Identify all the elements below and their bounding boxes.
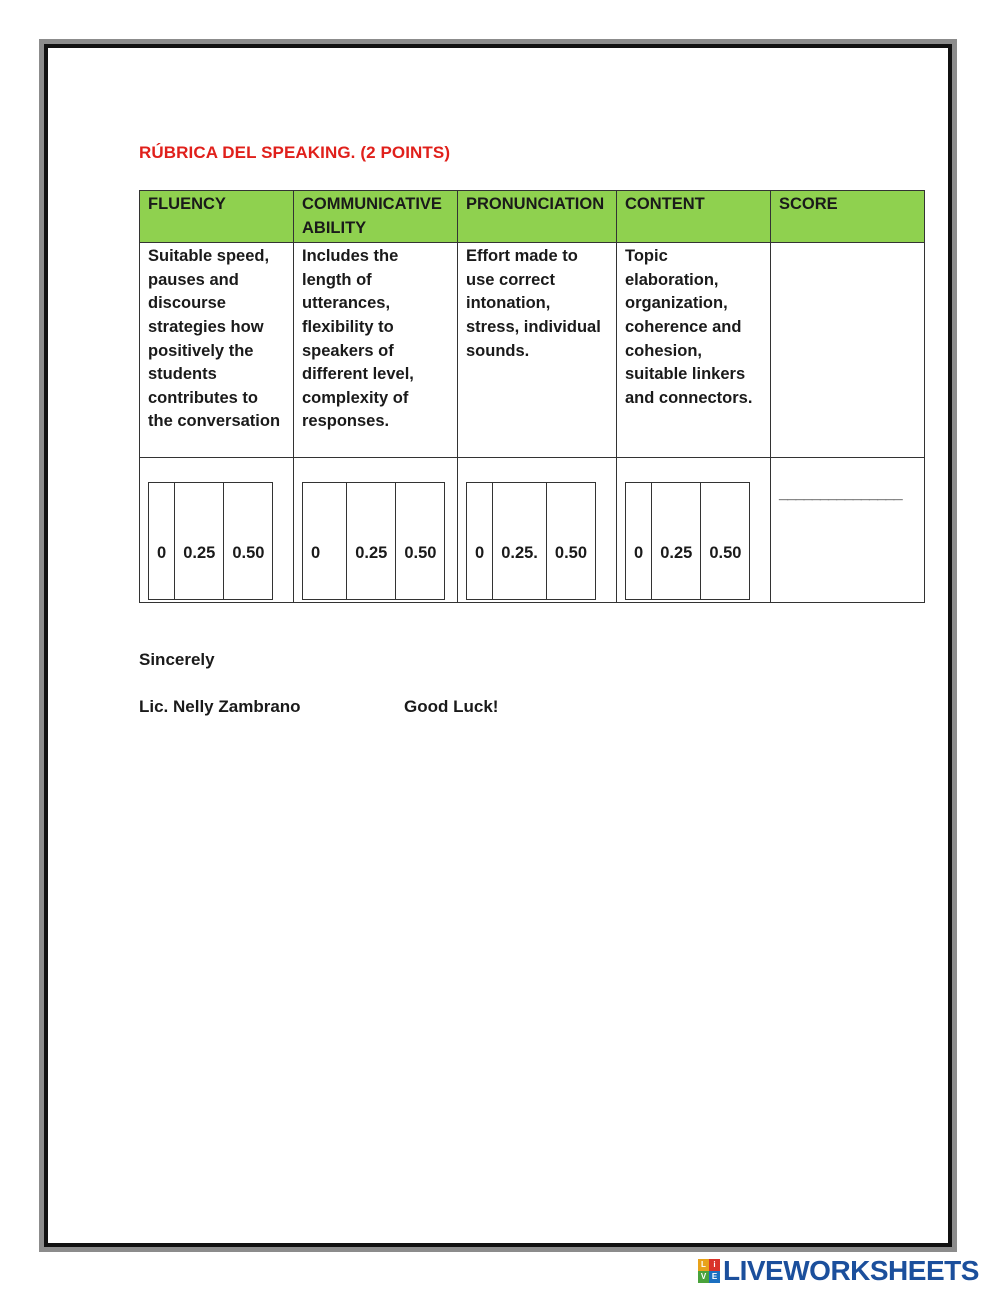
score-option[interactable]: 0.50 [546,483,595,600]
score-cell-communicative-ability [294,458,458,603]
score-options-communicative-ability [302,482,445,600]
score-cell-content [617,458,771,603]
header-communicative-ability: COMMUNICATIVE ABILITY [294,191,458,243]
score-option[interactable]: 0 [467,483,493,600]
rubric-score-row [140,458,925,603]
signature-name: Lic. Nelly Zambrano [139,697,301,716]
score-blank[interactable]: _______________ [779,484,902,503]
header-pronunciation: PRONUNCIATION [458,191,617,243]
liveworksheets-logo [698,1253,979,1289]
description-score [771,243,925,458]
score-options-pronunciation [466,482,596,600]
rubric-header-row [140,191,925,243]
score-cell-total [771,458,925,603]
header-score: SCORE [771,191,925,243]
score-option[interactable]: 0.50 [701,483,750,600]
good-luck-text: Good Luck! [404,697,499,716]
score-option[interactable]: 0.25 [347,483,396,600]
description-communicative-ability: Includes the length of utterances, flexibility to speakers of different level, complexity of responses. [294,243,458,458]
score-options-content [625,482,750,600]
score-option[interactable]: 0.25 [652,483,701,600]
liveworksheets-logo-icon: L i V E [698,1259,720,1283]
description-pronunciation: Effort made to use correct intonation, stress, individual sounds. [458,243,617,458]
score-option[interactable]: 0.50 [224,483,273,600]
score-option[interactable]: 0.50 [396,483,445,600]
score-option[interactable]: 0 [626,483,652,600]
closing-sincerely: Sincerely [139,650,215,669]
rubric-title: RÚBRICA DEL SPEAKING. (2 POINTS) [139,143,451,162]
header-fluency: FLUENCY [140,191,294,243]
score-cell-pronunciation [458,458,617,603]
description-content: Topic elaboration, organization, coherence and cohesion, suitable linkers and connectors. [617,243,771,458]
header-content: CONTENT [617,191,771,243]
score-option[interactable]: 0.25 [175,483,224,600]
rubric-table [139,190,925,603]
score-option[interactable]: 0.25. [493,483,547,600]
score-options-fluency [148,482,273,600]
description-fluency: Suitable speed, pauses and discourse strategies how positively the students contributes to the conversation [140,243,294,458]
score-option[interactable]: 0 [149,483,175,600]
liveworksheets-logo-text: LIVEWORKSHEETS [723,1255,979,1286]
score-option[interactable]: 0 [303,483,347,600]
rubric-description-row [140,243,925,458]
score-cell-fluency [140,458,294,603]
